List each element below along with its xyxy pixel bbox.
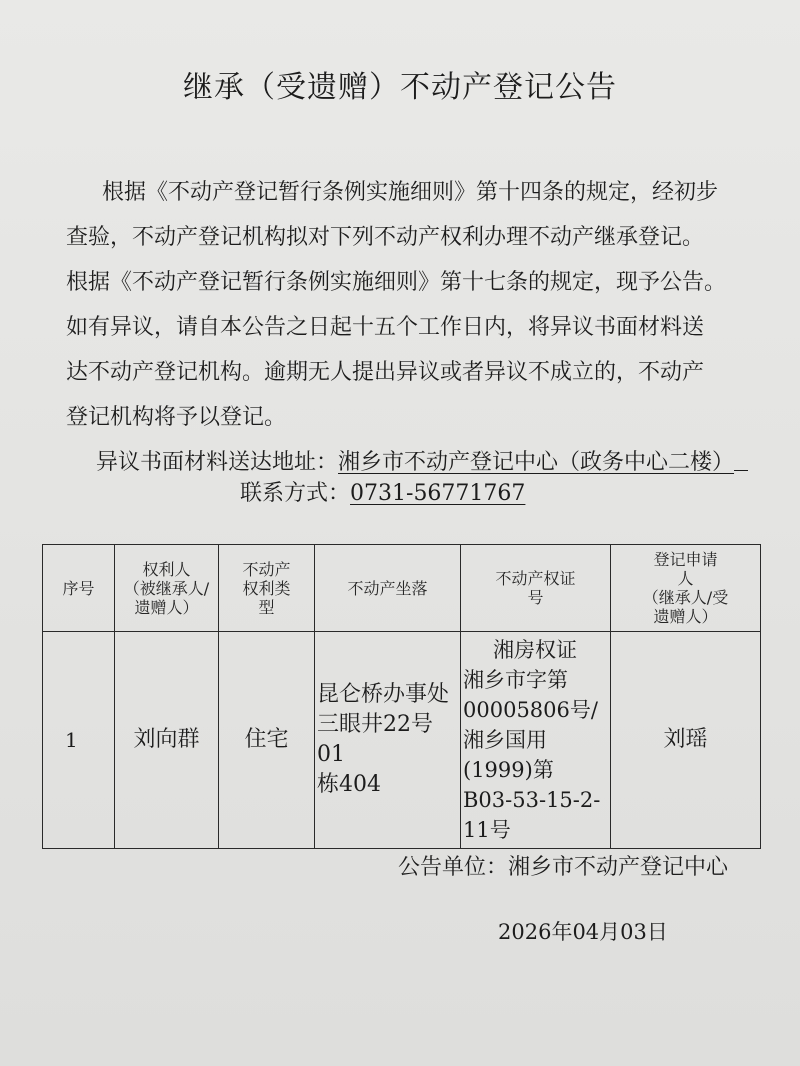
notice-body [66, 170, 766, 440]
cell-right-type: 住宅 [219, 632, 315, 849]
notice-date: 2026年04月03日 [498, 920, 668, 944]
address-label: 异议书面材料送达地址： [96, 450, 339, 475]
body-line: 如有异议，请自本公告之日起十五个工作日内，将异议书面材料送 [66, 315, 705, 340]
body-line: 根据《不动产登记暂行条例实施细则》第十四条的规定，经初步 [102, 180, 719, 205]
body-line: 查验，不动产登记机构拟对下列不动产权利办理不动产继承登记。 [66, 225, 705, 250]
registration-table [42, 544, 761, 849]
table-header-row [43, 545, 761, 632]
cell-holder: 刘向群 [115, 632, 219, 849]
underline-extension [734, 446, 748, 471]
header-applicant: 登记申请 人 （继承人/受 遗赠人） [611, 545, 761, 632]
cell-seq: 1 [43, 632, 115, 849]
table-row [43, 632, 761, 849]
body-line: 登记机构将予以登记。 [66, 405, 287, 430]
cell-applicant: 刘瑶 [611, 632, 761, 849]
body-line: 达不动产登记机构。逾期无人提出异议或者异议不成立的，不动产 [66, 360, 705, 385]
header-cert-number: 不动产权证 号 [461, 545, 611, 632]
body-line: 根据《不动产登记暂行条例实施细则》第十七条的规定，现予公告。 [66, 270, 727, 295]
contact-info [240, 477, 525, 511]
cell-location: 昆仑桥办事处 三眼井22号01 栋404 [315, 632, 461, 849]
header-seq: 序号 [43, 545, 115, 632]
contact-label: 联系方式： [240, 481, 351, 506]
header-holder: 权利人 （被继承人/ 遗赠人） [115, 545, 219, 632]
cell-cert-number: 湘房权证 湘乡市字第 00005806号/ 湘乡国用 (1999)第 B03-53-15-2- 11号 [461, 632, 611, 849]
header-right-type: 不动产 权利类 型 [219, 545, 315, 632]
objection-address [96, 446, 748, 480]
issuing-unit: 公告单位：湘乡市不动产登记中心 [398, 855, 729, 880]
notice-title: 继承（受遗赠）不动产登记公告 [183, 70, 617, 105]
header-location: 不动产坐落 [315, 545, 461, 632]
contact-phone: 0731-56771767 [350, 481, 526, 506]
address-value: 湘乡市不动产登记中心（政务中心二楼） [338, 450, 735, 475]
